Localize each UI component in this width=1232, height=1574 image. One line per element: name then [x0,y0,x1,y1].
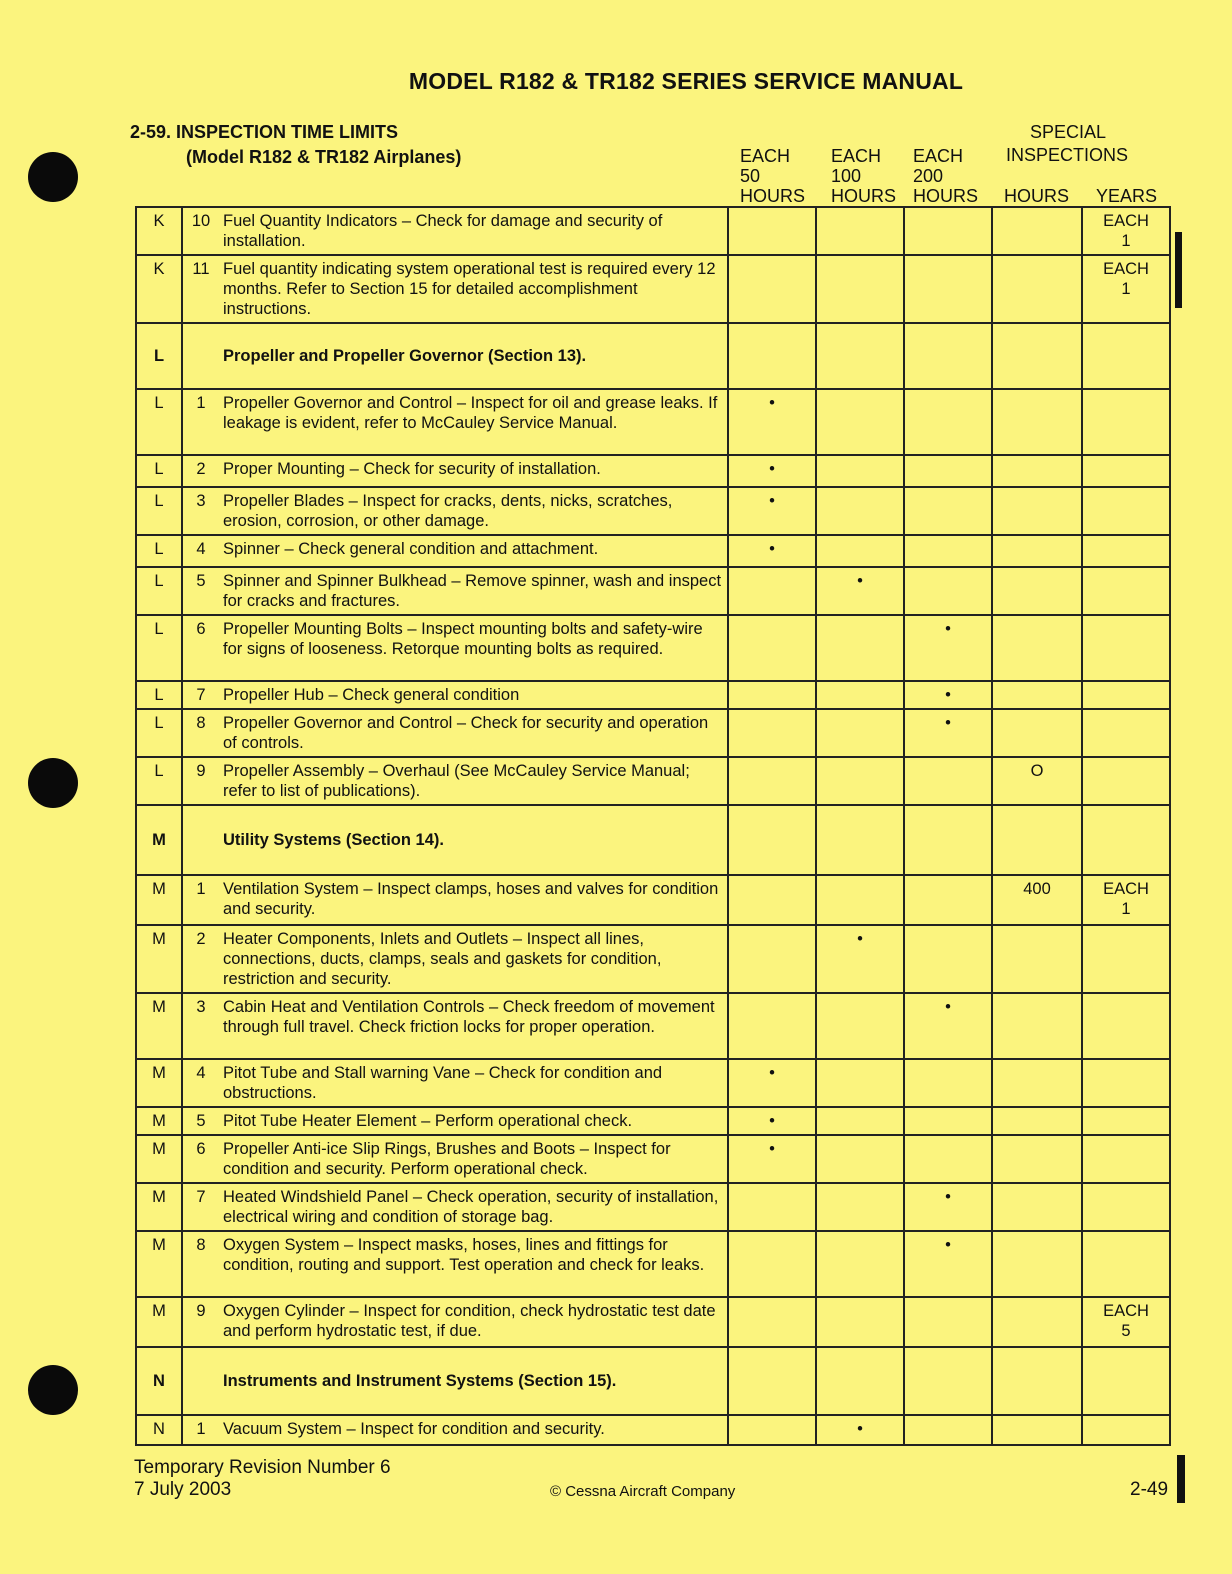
cell-special-years [1082,757,1170,805]
cell-special-years [1082,1107,1170,1135]
cell-special-hours [992,615,1082,681]
cell-each-200 [904,1347,992,1415]
cell-each-200 [904,925,992,993]
table-row [136,567,1170,615]
row-description: Pitot Tube Heater Element – Perform operational check. [219,1107,728,1135]
section-row [136,323,1170,389]
cell-each-200 [904,207,992,255]
row-description: Oxygen Cylinder – Inspect for condition, check hydrostatic test date and perform hydrostatic test, if due. [219,1297,728,1347]
cell-each-200 [904,455,992,487]
cell-each-50: • [728,1059,816,1107]
cell-each-100 [816,757,904,805]
row-description: Oxygen System – Inspect masks, hoses, lines and fittings for condition, routing and support. Test operation and check for leaks. [219,1231,728,1297]
cell-each-50: • [728,1135,816,1183]
row-number: 9 [182,1297,219,1347]
cell-special-years [1082,1347,1170,1415]
header-inspections: INSPECTIONS [1006,145,1129,165]
cell-special-hours [992,1135,1082,1183]
binder-hole-middle [28,758,78,808]
cell-each-200 [904,1135,992,1183]
cell-special-hours [992,1231,1082,1297]
section-heading: Utility Systems (Section 14). [219,805,728,875]
cell-each-200: • [904,709,992,757]
cell-special-hours: 400 [992,875,1082,925]
row-number: 11 [182,255,219,323]
cell-each-200 [904,323,992,389]
section-title: 2-59. INSPECTION TIME LIMITS [130,122,399,142]
cell-each-100 [816,487,904,535]
cell-each-200 [904,535,992,567]
cell-special-years [1082,681,1170,709]
row-description: Spinner and Spinner Bulkhead – Remove spinner, wash and inspect for cracks and fractures. [219,567,728,615]
cell-special-years [1082,709,1170,757]
cell-each-200 [904,1297,992,1347]
cell-special-hours [992,323,1082,389]
row-number: 4 [182,1059,219,1107]
row-letter: M [136,1297,182,1347]
row-number: 2 [182,925,219,993]
cell-each-50 [728,681,816,709]
row-letter: L [136,567,182,615]
row-number: 4 [182,535,219,567]
cell-each-100 [816,681,904,709]
footer-revision-block [134,1457,391,1501]
cell-each-100 [816,389,904,455]
section-heading: Instruments and Instrument Systems (Section 15). [219,1347,728,1415]
row-description: Propeller Mounting Bolts – Inspect mounting bolts and safety-wire for signs of looseness. Retorque mounting bolts as required. [219,615,728,681]
cell-special-hours [992,1415,1082,1445]
cell-each-200: • [904,993,992,1059]
table-row [136,993,1170,1059]
cell-each-50: • [728,535,816,567]
cell-special-years [1082,615,1170,681]
cell-special-years: EACH 5 [1082,1297,1170,1347]
cell-each-50 [728,1297,816,1347]
cell-each-50 [728,255,816,323]
row-letter: L [136,487,182,535]
table-row [136,1231,1170,1297]
table-row [136,207,1170,255]
cell-each-50 [728,207,816,255]
cell-each-200: • [904,681,992,709]
cell-each-100 [816,1059,904,1107]
table-row [136,389,1170,455]
cell-each-100 [816,255,904,323]
cell-each-100 [816,993,904,1059]
table-row [136,875,1170,925]
cell-each-100 [816,207,904,255]
page-number: 2-49 [1130,1479,1169,1500]
row-letter: L [136,681,182,709]
row-number [182,1347,219,1415]
cell-special-years [1082,1231,1170,1297]
row-number: 3 [182,993,219,1059]
row-number: 7 [182,681,219,709]
row-number: 2 [182,455,219,487]
cell-special-hours [992,1297,1082,1347]
cell-each-50 [728,1231,816,1297]
table-row [136,535,1170,567]
row-number: 6 [182,1135,219,1183]
cell-each-100 [816,1135,904,1183]
table-row [136,1135,1170,1183]
row-description: Fuel Quantity Indicators – Check for damage and security of installation. [219,207,728,255]
table-row [136,1183,1170,1231]
cell-special-years [1082,567,1170,615]
cell-special-hours [992,567,1082,615]
binder-hole-bottom [28,1365,78,1415]
row-number [182,805,219,875]
table-row [136,681,1170,709]
cell-each-200 [904,1059,992,1107]
row-description: Vacuum System – Inspect for condition and security. [219,1415,728,1445]
row-letter: M [136,1107,182,1135]
cell-each-200 [904,1415,992,1445]
row-letter: N [136,1347,182,1415]
cell-each-50 [728,1183,816,1231]
cell-each-50 [728,925,816,993]
row-letter: M [136,1135,182,1183]
row-number: 8 [182,709,219,757]
row-letter: L [136,757,182,805]
row-description: Heater Components, Inlets and Outlets – Inspect all lines, connections, ducts, clamps, seals and gaskets for condition, restriction and security. [219,925,728,993]
cell-special-hours [992,455,1082,487]
cell-each-200 [904,875,992,925]
header-each-50: EACH 50 HOURS [740,146,806,206]
row-letter: N [136,1415,182,1445]
row-letter: M [136,805,182,875]
row-description: Proper Mounting – Check for security of installation. [219,455,728,487]
cell-each-200 [904,389,992,455]
cell-special-hours [992,487,1082,535]
cell-each-50 [728,323,816,389]
row-description: Pitot Tube and Stall warning Vane – Check for condition and obstructions. [219,1059,728,1107]
header-each-200: EACH 200 HOURS [913,146,979,206]
section-subtitle: (Model R182 & TR182 Airplanes) [186,147,462,167]
cell-special-years [1082,323,1170,389]
table-row [136,925,1170,993]
cell-special-years [1082,455,1170,487]
cell-each-200 [904,487,992,535]
row-letter: M [136,1231,182,1297]
cell-each-100 [816,535,904,567]
row-number: 8 [182,1231,219,1297]
cell-each-50: • [728,389,816,455]
row-letter: L [136,455,182,487]
cell-special-years: EACH 1 [1082,255,1170,323]
cell-special-hours [992,207,1082,255]
row-letter: L [136,709,182,757]
footer-date: 7 July 2003 [134,1479,232,1500]
row-number: 3 [182,487,219,535]
cell-special-hours [992,681,1082,709]
row-description: Propeller Blades – Inspect for cracks, dents, nicks, scratches, erosion, corrosion, or other damage. [219,487,728,535]
table-row [136,615,1170,681]
table-row [136,455,1170,487]
row-number: 10 [182,207,219,255]
section-row [136,1347,1170,1415]
row-letter: M [136,875,182,925]
cell-each-100 [816,1183,904,1231]
cell-each-50 [728,1347,816,1415]
row-letter: M [136,1059,182,1107]
cell-each-100 [816,323,904,389]
row-letter: M [136,925,182,993]
cell-special-hours [992,805,1082,875]
cell-special-years [1082,487,1170,535]
cell-special-hours [992,709,1082,757]
row-number: 7 [182,1183,219,1231]
cell-each-100: • [816,567,904,615]
cell-special-years [1082,1183,1170,1231]
cell-special-years [1082,389,1170,455]
cell-special-hours [992,993,1082,1059]
cell-special-years [1082,1415,1170,1445]
section-row [136,805,1170,875]
inspection-table [135,206,1171,1446]
cell-each-100 [816,1347,904,1415]
cell-special-hours [992,1183,1082,1231]
cell-each-100 [816,455,904,487]
row-description: Propeller Governor and Control – Check for security and operation of controls. [219,709,728,757]
cell-special-years [1082,805,1170,875]
row-number: 5 [182,567,219,615]
cell-each-200 [904,567,992,615]
cell-special-hours [992,1059,1082,1107]
table-row [136,1297,1170,1347]
row-number: 6 [182,615,219,681]
row-number: 5 [182,1107,219,1135]
manual-title: MODEL R182 & TR182 SERIES SERVICE MANUAL [408,68,964,94]
row-description: Propeller Governor and Control – Inspect for oil and grease leaks. If leakage is evident, refer to McCauley Service Manual. [219,389,728,455]
cell-special-hours [992,1107,1082,1135]
footer-revision-bar [1177,1455,1185,1503]
cell-each-200 [904,255,992,323]
cell-each-100 [816,875,904,925]
header-years: YEARS [1096,186,1158,206]
cell-special-hours [992,925,1082,993]
cell-each-50 [728,993,816,1059]
cell-each-50 [728,1415,816,1445]
footer-copyright: © Cessna Aircraft Company [550,1483,736,1500]
table-row [136,255,1170,323]
row-letter: L [136,389,182,455]
cell-special-hours [992,389,1082,455]
row-number [182,323,219,389]
cell-each-50 [728,615,816,681]
row-letter: L [136,535,182,567]
cell-each-100 [816,615,904,681]
cell-each-100: • [816,1415,904,1445]
row-letter: M [136,993,182,1059]
row-letter: K [136,255,182,323]
cell-special-years [1082,535,1170,567]
row-letter: M [136,1183,182,1231]
cell-each-100 [816,1297,904,1347]
table-row [136,709,1170,757]
cell-special-years: EACH 1 [1082,207,1170,255]
table-row [136,487,1170,535]
cell-each-200 [904,805,992,875]
row-description: Propeller Hub – Check general condition [219,681,728,709]
cell-each-50 [728,875,816,925]
cell-each-100 [816,709,904,757]
row-letter: K [136,207,182,255]
header-special: SPECIAL [1030,122,1107,142]
cell-each-200: • [904,1183,992,1231]
header-hours: HOURS [1004,186,1070,206]
cell-each-100: • [816,925,904,993]
row-number: 1 [182,1415,219,1445]
cell-special-hours [992,535,1082,567]
cell-special-hours [992,255,1082,323]
cell-special-years [1082,993,1170,1059]
cell-each-50 [728,567,816,615]
cell-each-200: • [904,615,992,681]
cell-special-years [1082,925,1170,993]
cell-special-years [1082,1059,1170,1107]
row-letter: L [136,615,182,681]
cell-special-hours [992,1347,1082,1415]
cell-each-100 [816,805,904,875]
table-row [136,1415,1170,1445]
row-description: Propeller Assembly – Overhaul (See McCauley Service Manual; refer to list of publications). [219,757,728,805]
binder-hole-top [28,152,78,202]
row-description: Ventilation System – Inspect clamps, hoses and valves for condition and security. [219,875,728,925]
cell-each-50: • [728,1107,816,1135]
row-description: Spinner – Check general condition and attachment. [219,535,728,567]
cell-special-hours: O [992,757,1082,805]
cell-each-200 [904,1107,992,1135]
cell-each-50 [728,805,816,875]
row-description: Cabin Heat and Ventilation Controls – Check freedom of movement through full travel. Check friction locks for proper operation. [219,993,728,1059]
cell-special-years [1082,1135,1170,1183]
cell-special-years: EACH 1 [1082,875,1170,925]
revision-bar [1175,232,1182,308]
row-description: Fuel quantity indicating system operational test is required every 12 months. Refer to Section 15 for detailed accomplishment instructions. [219,255,728,323]
cell-each-100 [816,1107,904,1135]
header-each-100: EACH 100 HOURS [831,146,897,206]
row-number: 1 [182,875,219,925]
cell-each-50 [728,709,816,757]
table-row [136,757,1170,805]
row-description: Propeller Anti-ice Slip Rings, Brushes and Boots – Inspect for condition and security. Perform operational check. [219,1135,728,1183]
table-row [136,1059,1170,1107]
row-letter: L [136,323,182,389]
cell-each-200 [904,757,992,805]
cell-each-200: • [904,1231,992,1297]
cell-each-50 [728,757,816,805]
cell-each-100 [816,1231,904,1297]
table-row [136,1107,1170,1135]
row-number: 1 [182,389,219,455]
cell-each-50: • [728,455,816,487]
row-description: Heated Windshield Panel – Check operation, security of installation, electrical wiring and condition of storage bag. [219,1183,728,1231]
row-number: 9 [182,757,219,805]
cell-each-50: • [728,487,816,535]
section-heading: Propeller and Propeller Governor (Section 13). [219,323,728,389]
footer-revision: Temporary Revision Number 6 [134,1457,391,1478]
